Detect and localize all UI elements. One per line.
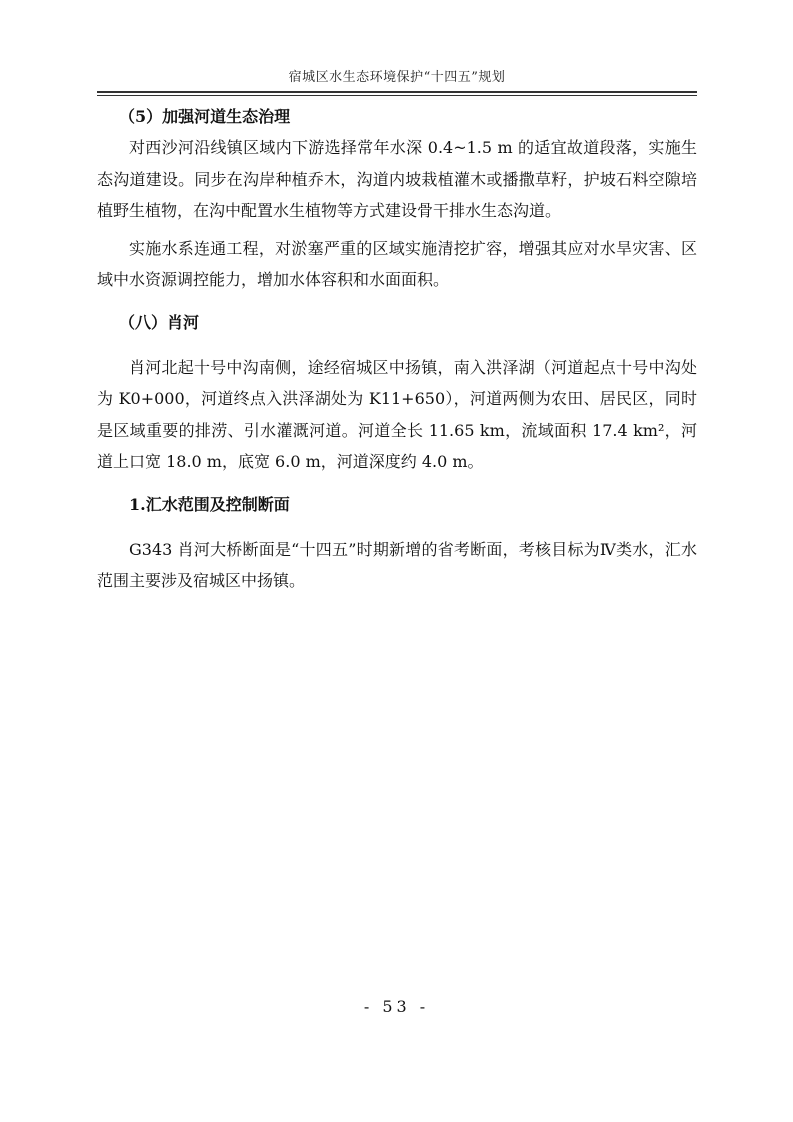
paragraph-water-connectivity: 实施水系连通工程，对淤塞严重的区域实施清挖扩容，增强其应对水旱灾害、区域中水资源调控能力，增加水体容积和水面面积。 [97,238,697,289]
paragraph-xiao-river-description: 肖河北起十号中沟南侧，途经宿城区中扬镇，南入洪泽湖（河道起点十号中沟处为 K0+000，河道终点入洪泽湖处为 K11+650），河道两侧为农田、居民区，同时是区域重要的排涝、引水灌溉河道。河道全长 11.65 km，流域面积 17.4 km²，河道上口宽 18.0 m，底宽 6.0 m，河道深度约 4.0 m。 [97,357,697,471]
section-heading-river-ecology: （5）加强河道生态治理 [119,107,291,126]
header-rule-thick [97,91,697,93]
section-heading-xiao-river: （八）肖河 [119,312,200,332]
section-heading-catchment: 1.汇水范围及控制断面 [129,494,290,514]
paragraph-control-section: G343 肖河大桥断面是“十四五”时期新增的省考断面，考核目标为Ⅳ类水，汇水范围主要涉及宿城区中扬镇。 [97,539,697,590]
page-content [97,102,697,597]
page-header-title: 宿城区水生态环境保护“十四五”规划 [288,70,506,85]
header-rule-thin [97,95,697,96]
paragraph-ecological-ditch: 对西沙河沿线镇区域内下游选择常年水深 0.4~1.5 m 的适宜故道段落，实施生态沟道建设。同步在沟岸种植乔木，沟道内坡栽植灌木或播撒草籽，护坡石料空隙培植野生植物，在沟中配置水生植物等方式建设骨干排水生态沟道。 [97,138,697,220]
page-number: - 53 - [363,997,430,1016]
